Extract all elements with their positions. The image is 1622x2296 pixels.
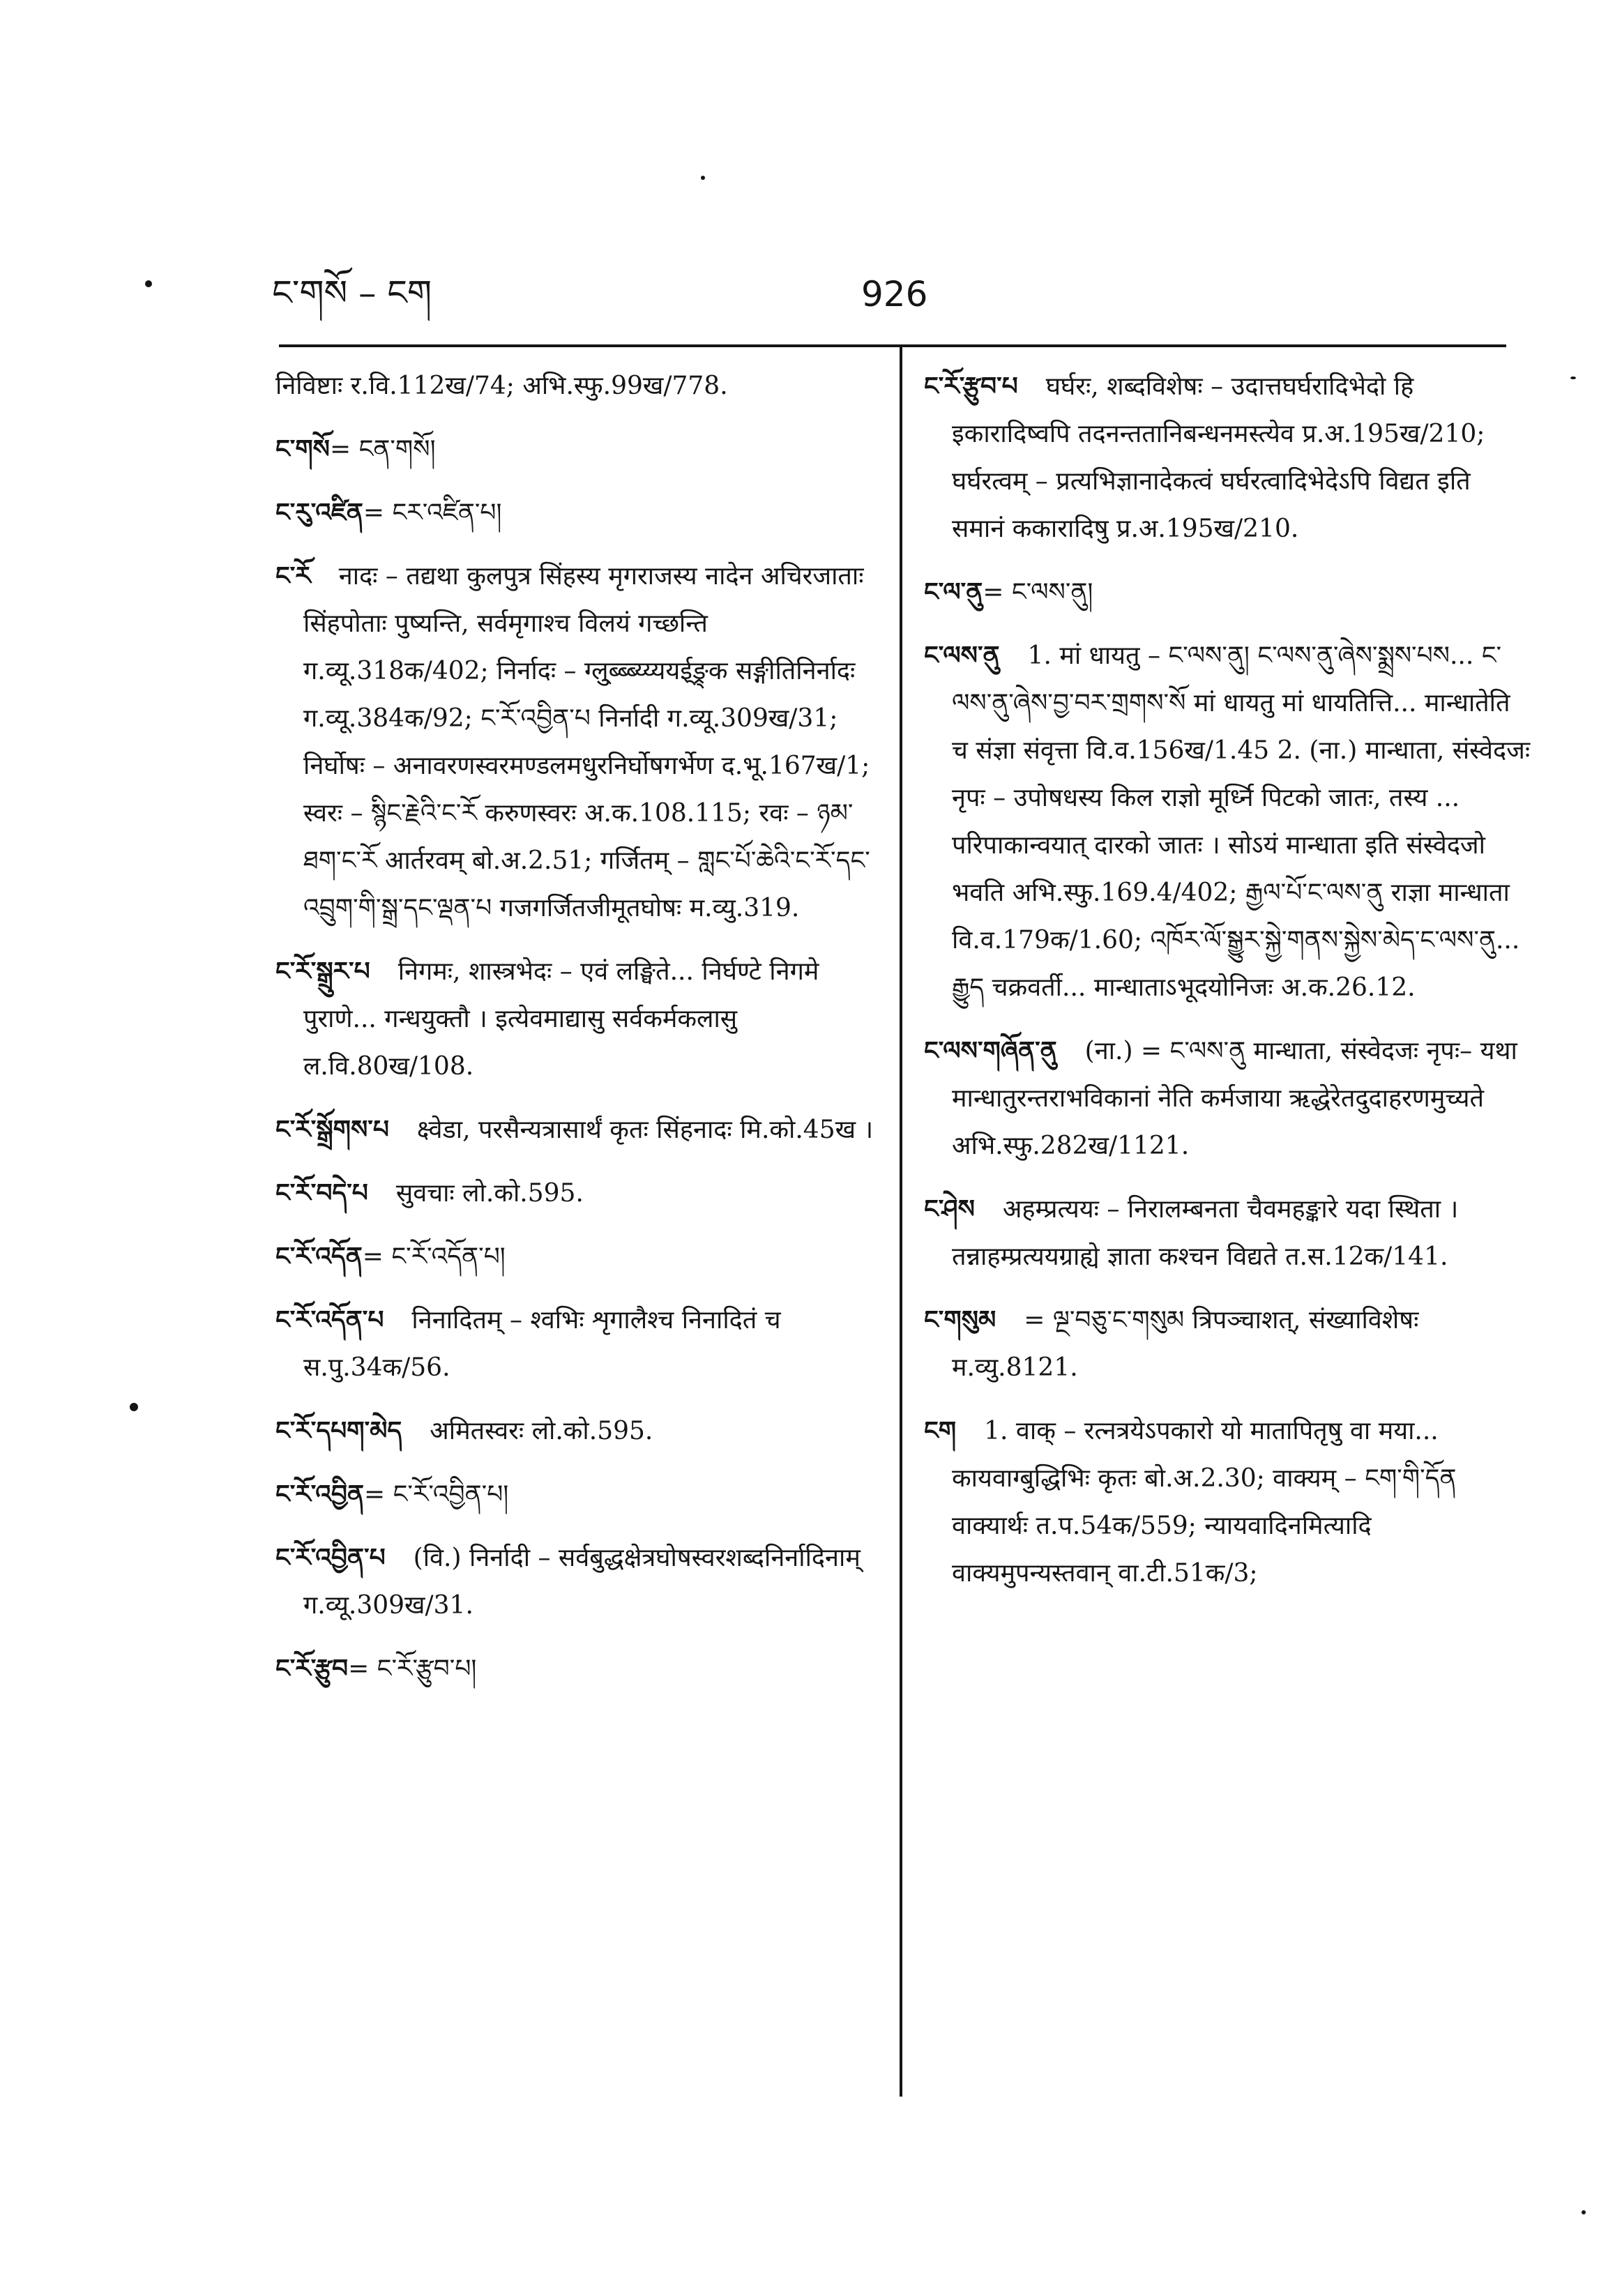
entry-cross-reference: = ང་ལས་ནུ། (983, 578, 1093, 607)
entry-headword: ང་རོ་འདོན་པ (275, 1305, 384, 1335)
entry-8 (275, 1296, 882, 1392)
column-divider (900, 347, 902, 2097)
entry-6 (275, 1169, 882, 1217)
entry-headword: ང་རོ་སྒྲོགས་པ (275, 1115, 389, 1144)
entry-definition: नादः – तद्यथा कुलपुत्र सिंहस्य मृगराजस्य नादेन अचिरजाताः सिंहपोताः पुष्यन्ति, सर्वमृगाश्च विलयं गच्छन्ति ग.व्यू.318क/402; निर्नादः – ग्लु्ब्ब्ब्य्य्ययई्ङ्र्क सङ्गीतिनिर्नादः ग.व्यू.384क/92; ང་རོ་འབྱིན་པ निर्नादी ग.व्यू.309ख/31; निर्घोषः – अनावरणस्वरमण्डलमधुरनिर्घोषगर्भेण द.भू.167ख/1; स्वरः – སྙིང་རྗེའི་ང་རོ करुणस्वरः अ.क.108.115; रवः – ཉམ་ཐག་ང་རོ आर्तरवम् बो.अ.2.51; गर्जितम् – གླང་པོ་ཆེའི་ང་རོ་དང་འབྲུག་གི་སྒྲ་དང་ལྡན་པ गजगर्जितजीमूतघोषः म.व्यु.319. (303, 562, 870, 922)
entry-definition: निगमः, शास्त्रभेदः – एवं लङ्घिते... निर्घण्टे निगमे पुराणे... गन्धयुक्तौ । इत्येवमाद्यासु सर्वकर्मकलासु ल.वि.80ख/108. (303, 957, 819, 1081)
entry-definition: 1. वाक् – रत्नत्रयेऽपकारो यो मातापितृषु वा मया... कायवाग्बुद्धिभिः कृतः बो.अ.2.30; वाक्यम् – ངག་གི་དོན वाक्यार्थः त.प.54क/559; न्यायवादिनमित्यादि वाक्यमुपन्यस्तवान् वा.टी.51क/3; (952, 1417, 1457, 1588)
scan-speck (701, 176, 705, 180)
entry-continuation: निविष्टाः र.वि.112ख/74; अभि.स्फु.99ख/778. (275, 372, 728, 400)
scan-speck (1582, 2210, 1586, 2214)
entry-15 (924, 632, 1531, 1012)
scan-speck (145, 280, 152, 287)
entry-cross-reference: = ང་རོ་འབྱིན་པ། (364, 1480, 509, 1509)
entry-cross-reference: = ངར་འཛིན་པ། (363, 499, 502, 527)
entry-3 (275, 552, 882, 932)
entry-cross-reference: = ངན་གསོ། (329, 435, 436, 464)
entry-cross-reference: = ང་རོ་འདོན་པ། (362, 1242, 506, 1271)
entry-headword: ང་རོ་རྩུབ (275, 1654, 349, 1683)
entry-cross-reference: = ང་རོ་རྩུབ་པ། (348, 1655, 477, 1683)
entry-headword: ང་ལས་ནུ (924, 641, 1000, 670)
entry-headword: ང་གསོ (275, 434, 330, 464)
entry-headword: ང་ཤེས (924, 1194, 975, 1224)
entry-headword: ངག (924, 1416, 957, 1445)
entry-16 (924, 1027, 1531, 1170)
entry-9 (275, 1407, 882, 1455)
entry-5 (275, 1106, 882, 1154)
entry-definition: (ना.) = ང་ལས་ནུ मान्धाता, संस्वेदजः नृपः– यथा मान्धातुरन्तराभविकानां नेति कर्मजाया ऋद्धेरेतदुदाहरणमुच्यते अभि.स्फु.282ख/1121. (952, 1037, 1517, 1160)
entry-headword: ང་རོ་སྒྲུར་པ (275, 957, 370, 986)
entry-definition: सुवचाः लो.को.595. (395, 1179, 584, 1208)
entry-1 (275, 425, 882, 473)
right-column (924, 363, 1531, 1613)
running-head: ང་གསོ – ངག (272, 273, 432, 313)
entry-headword: ང་ལས་གཞོན་ནུ (924, 1036, 1057, 1065)
entry-headword: ང་གསུམ (924, 1305, 996, 1335)
entry-headword: ང་རོ (275, 561, 311, 591)
entry-definition: क्ष्वेडा, परसैन्यत्रासार्थं कृतः सिंहनादः मि.को.45ख । (416, 1116, 874, 1144)
entry-7 (275, 1233, 882, 1281)
entry-17 (924, 1185, 1531, 1281)
left-column (275, 363, 882, 1708)
entry-definition: 1. मां धायतु – ང་ལས་ནུ། ང་ལས་ནུ་ཞེས་སྨྲས་པས... ང་ལས་ནུ་ཞེས་བྱ་བར་གྲགས་སོ मां धायतु मां धायतित्ति... मान्धातेति च संज्ञा संवृत्ता वि.व.156ख/1.45 2. (ना.) मान्धाता, संस्वेदजः नृपः – उपोषधस्य किल राज्ञो मूर्ध्नि पिटको जातः, तस्य ... परिपाकान्वयात् दारको जातः । सोऽयं मान्धाता इति संस्वेदजो भवति अभि.स्फु.169.4/402; རྒྱལ་པོ་ང་ལས་ནུ राज्ञा मान्धाता वि.व.179क/1.60; འཁོར་ལོ་སྒྱུར་སྐྱེ་གནས་སྐྱེས་མེད་ང་ལས་ནུ... རྒྱུད चक्रवर्ती... मान्धाताऽभूदयोनिजः अ.क.26.12. (952, 641, 1531, 1002)
entry-18 (924, 1296, 1531, 1392)
entry-headword: ང་རོ་འབྱིན (275, 1480, 365, 1509)
entry-headword: ང་རོ་དཔག་མེད (275, 1416, 402, 1445)
entry-13 (924, 363, 1531, 553)
entry-definition: अहम्प्रत्ययः – निरालम्बनता चैवमहङ्कारे यदा स्थिता । तन्नाहम्प्रत्ययग्राह्ये ज्ञाता कश्चन विद्यते त.स.12क/141. (952, 1195, 1459, 1271)
scan-speck (1570, 377, 1576, 379)
entry-headword: ང་རོ་རྩུབ་པ (924, 372, 1018, 401)
entry-definition: (वि.) निर्नादी – सर्वबुद्धक्षेत्रघोषस्वरशब्दनिर्नादिनाम् ग.व्यू.309ख/31. (303, 1544, 861, 1620)
top-rule (279, 344, 1506, 347)
entry-10 (275, 1470, 882, 1519)
page-number: 926 (861, 274, 928, 314)
entry-headword: ང་རུ་འཛིན (275, 498, 363, 527)
entry-definition: अमितस्वरः लो.को.595. (430, 1417, 653, 1445)
entry-4 (275, 948, 882, 1090)
entry-headword: ང་རོ་འདོན (275, 1242, 363, 1271)
entry-definition: घर्घरः, शब्दविशेषः – उदात्तघर्घरादिभेदो हि इकारादिष्वपि तदनन्ततानिबन्धनमस्त्येव प्र.अ.195ख/210; घर्घरत्वम् – प्रत्यभिज्ञानादेकत्वं घर्घरत्वादिभेदेऽपि विद्यत इति समानं ककारादिषु प्र.अ.195ख/210. (952, 372, 1485, 543)
entry-12 (275, 1645, 882, 1693)
entry-19 (924, 1407, 1531, 1597)
entry-11 (275, 1534, 882, 1629)
entry-definition: निनादितम् – श्वभिः शृगालैश्च निनादितं च स.पु.34क/56. (303, 1306, 781, 1382)
entry-14 (924, 568, 1531, 616)
entry-headword: ང་རོ་བདེ་པ (275, 1178, 368, 1208)
entry-definition: = ལྔ་བཅུ་ང་གསུམ त्रिपञ्चाशत्, संख्याविशेषः म.व्यु.8121. (952, 1306, 1419, 1382)
entry-0 (275, 363, 882, 410)
entry-2 (275, 489, 882, 537)
entry-headword: ང་རོ་འབྱིན་པ (275, 1543, 386, 1572)
scan-speck (130, 1403, 138, 1411)
entry-headword: ང་ལ་ནུ (924, 577, 983, 607)
